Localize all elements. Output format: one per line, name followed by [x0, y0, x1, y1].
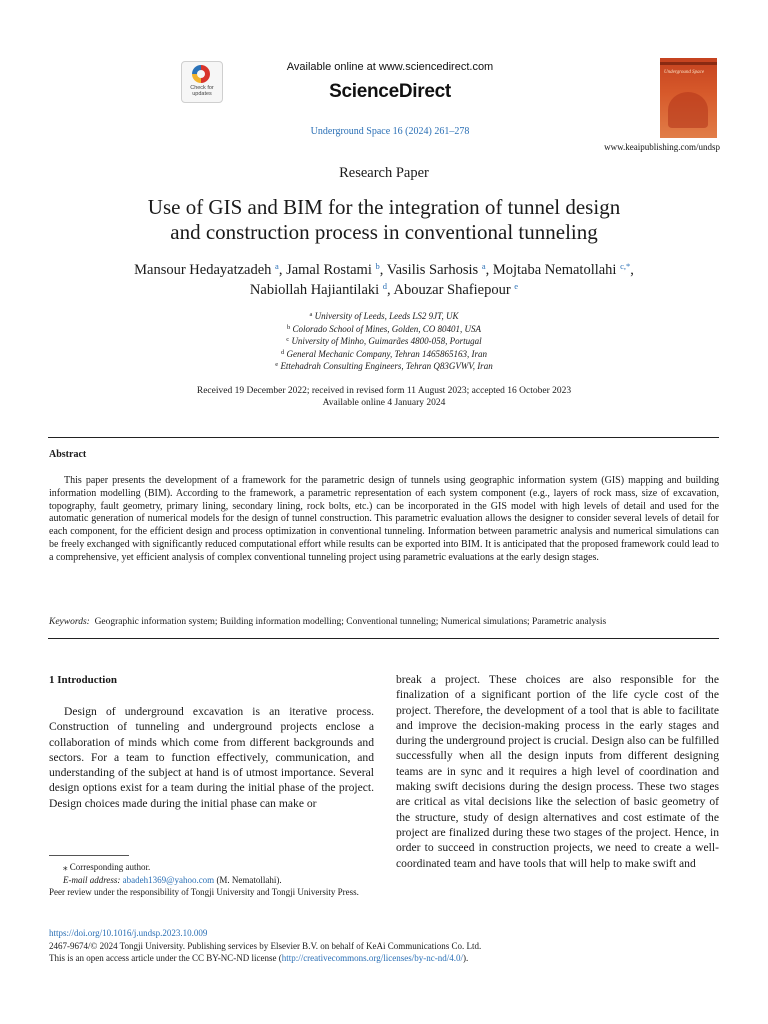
abstract-heading: Abstract: [49, 449, 87, 460]
cover-illustration: [668, 92, 708, 128]
available-online-date: Available online 4 January 2024: [322, 398, 446, 408]
author-affiliation-marker[interactable]: e: [514, 281, 519, 291]
sciencedirect-logo: ScienceDirect: [329, 81, 451, 102]
cover-title: Underground Space: [664, 70, 705, 75]
author-affiliation-marker[interactable]: d: [382, 281, 388, 291]
affiliation-key: a: [309, 311, 313, 318]
title-line-2: and construction process in conventional tunneling: [170, 220, 598, 244]
publisher-url: www.keaipublishing.com/undsp: [604, 142, 720, 152]
corresponding-author-note: ⁎ Corresponding author.: [63, 862, 151, 872]
keywords-line: [49, 617, 719, 627]
author-list: Mansour Hedayatzadeh $^a$, Jamal Rostami $^b$, Vasilis Sarhosis $^a$, Mojtaba Nematollahi $^{c,*}$, Nabiollah Hajiantilaki $^d$, Abouzar Shafiepour $^e$: [134, 261, 634, 298]
license-link[interactable]: http://creativecommons.org/licenses/by-nc-nd/4.0/: [281, 953, 463, 963]
journal-reference-link[interactable]: Underground Space 16 (2024) 261–278: [310, 126, 470, 137]
author-affiliation-marker[interactable]: a: [275, 261, 279, 271]
affiliation-text: University of Leeds, Leeds LS2 9JT, UK: [314, 311, 459, 321]
author-affiliation-marker[interactable]: a: [481, 261, 486, 271]
cover-band: [660, 62, 717, 65]
peer-review-note: Peer review under the responsibility of Tongji University and Tongji University Press.: [49, 887, 359, 897]
divider-bottom: [48, 638, 719, 639]
affiliation-text: University of Minho, Guimarães 4800-058, Portugal: [291, 336, 482, 346]
author-affiliation-marker[interactable]: b: [375, 261, 380, 271]
footnotes: [49, 861, 374, 899]
email-line: [49, 874, 374, 887]
article-type: Research Paper: [339, 165, 429, 181]
available-online-text: Available online at www.sciencedirect.com: [286, 61, 494, 73]
affiliation-text: General Mechanic Company, Tehran 1465865163, Iran: [286, 348, 487, 359]
affiliation-item: [0, 310, 768, 323]
affiliation-text: Colorado School of Mines, Golden, CO 80401, USA: [292, 323, 481, 334]
paper-title: [60, 195, 708, 245]
footnote-divider: [49, 855, 129, 856]
author-affiliation-marker[interactable]: c,*: [620, 261, 631, 271]
license-suffix: ).: [462, 953, 469, 963]
affiliation-item: [0, 323, 768, 336]
author-name: Mansour Hedayatzadeh: [134, 262, 272, 278]
license-line: [49, 953, 468, 963]
section-heading-introduction: 1 Introduction: [49, 674, 117, 686]
copyright-line: 2467-9674/© 2024 Tongji University. Publishing services by Elsevier B.V. on behalf of KeAi Communications Co. Ltd.: [49, 941, 482, 951]
email-label: E-mail address:: [63, 874, 121, 885]
received-dates: Received 19 December 2022; received in revised form 11 August 2023; accepted 16 October 2023: [196, 386, 572, 396]
affiliation-item: [0, 335, 768, 348]
affiliation-text: Ettehadrah Consulting Engineers, Tehran Q83GVWV, Iran: [280, 361, 493, 371]
journal-cover-image: [660, 58, 717, 138]
email-suffix: (M. Nematollahi).: [216, 874, 282, 885]
affiliation-item: [0, 348, 768, 361]
affiliation-item: [0, 360, 768, 373]
check-for-updates-badge[interactable]: [181, 61, 223, 103]
affiliation-key: e: [275, 361, 279, 368]
author-name: Vasilis Sarhosis: [386, 262, 479, 278]
license-prefix: This is an open access article under the CC BY-NC-ND license (: [49, 953, 282, 963]
author-name: Abouzar Shafiepour: [393, 282, 511, 298]
affiliation-key: d: [281, 348, 285, 356]
article-dates: [0, 385, 768, 409]
affiliation-key: c: [286, 336, 290, 343]
abstract-text: This paper presents the development of a framework for the parametric design of tunnels using geographic information system (GIS) mapping and building information modelling (BIM). According to the framework, a parametric representation of each system component (e.g., layers of rock mass, size of excavation, topography, fault geometry, primary lining, secondary lining, rock bolts, etc.) can be incorporated in the GIS model with high levels of detail and used for the automatic generation of numerical models for the design of tunnel construction. This parametric evaluation allows the designer to consider several levels of detail for each component, for the efficient design and process optimization in conventional tunneling. Information between parametric analysis and numerical simulations can be freely exchanged with significantly reduced computational effort while results can be exported into BIM. It is anticipated that the proposed framework could lead to a comprehensive, yet efficient analysis of complex conventional tunneling project using parametric evaluations at the early design stages.: [49, 475, 719, 563]
title-line-1: Use of GIS and BIM for the integration of tunnel design: [147, 195, 621, 219]
email-link[interactable]: abadeh1369@yahoo.com: [122, 874, 215, 885]
keywords-text: Geographic information system; Building information modelling; Conventional tunneling; Numerical simulations; Parametric analysis: [94, 617, 607, 627]
keywords-label: Keywords:: [49, 617, 90, 627]
author-name: Mojtaba Nematollahi: [492, 262, 617, 278]
author-name: Jamal Rostami: [286, 262, 372, 278]
crossmark-icon: [192, 65, 210, 83]
divider-top: [48, 437, 719, 438]
author-name: Nabiollah Hajiantilaki: [249, 282, 380, 298]
intro-right-column: break a project. These choices are also responsible for the finalization of a significant portion of the life cycle cost of the project. Therefore, the development of a tool that is able to facilitate and improve the decision-making process in the early stages and during the underground project is crucial. Design also can be fulfilled successfully when all the design inputs from different designing teams are in sync and it requires a high level of coordination and making swift decisions during the design process. These two stages are critical as vital decisions like the selection of basic geometry of the structure, study of design alternatives and cost estimate of the project are finalized during these two stages of the project. Hence, in order to succeed in construction projects, we need to create a well-coordinated team and have tools that will help to make swift and: [396, 673, 719, 870]
intro-left-column: Design of underground excavation is an iterative process. Construction of tunneling and underground projects enclose a collaboration of minds which come from different backgrounds and sectors. For a team to function effectively, communication, and understanding of the subject at hand is of utmost importance. Several design options exist for a team during the initial phase of the project. Design choices made during the initial phase can make or: [49, 705, 374, 810]
doi-link[interactable]: https://doi.org/10.1016/j.undsp.2023.10.009: [49, 928, 208, 938]
affiliation-key: b: [287, 323, 291, 331]
crossmark-label: Check for updates: [190, 85, 214, 97]
affiliation-list: [0, 310, 768, 373]
